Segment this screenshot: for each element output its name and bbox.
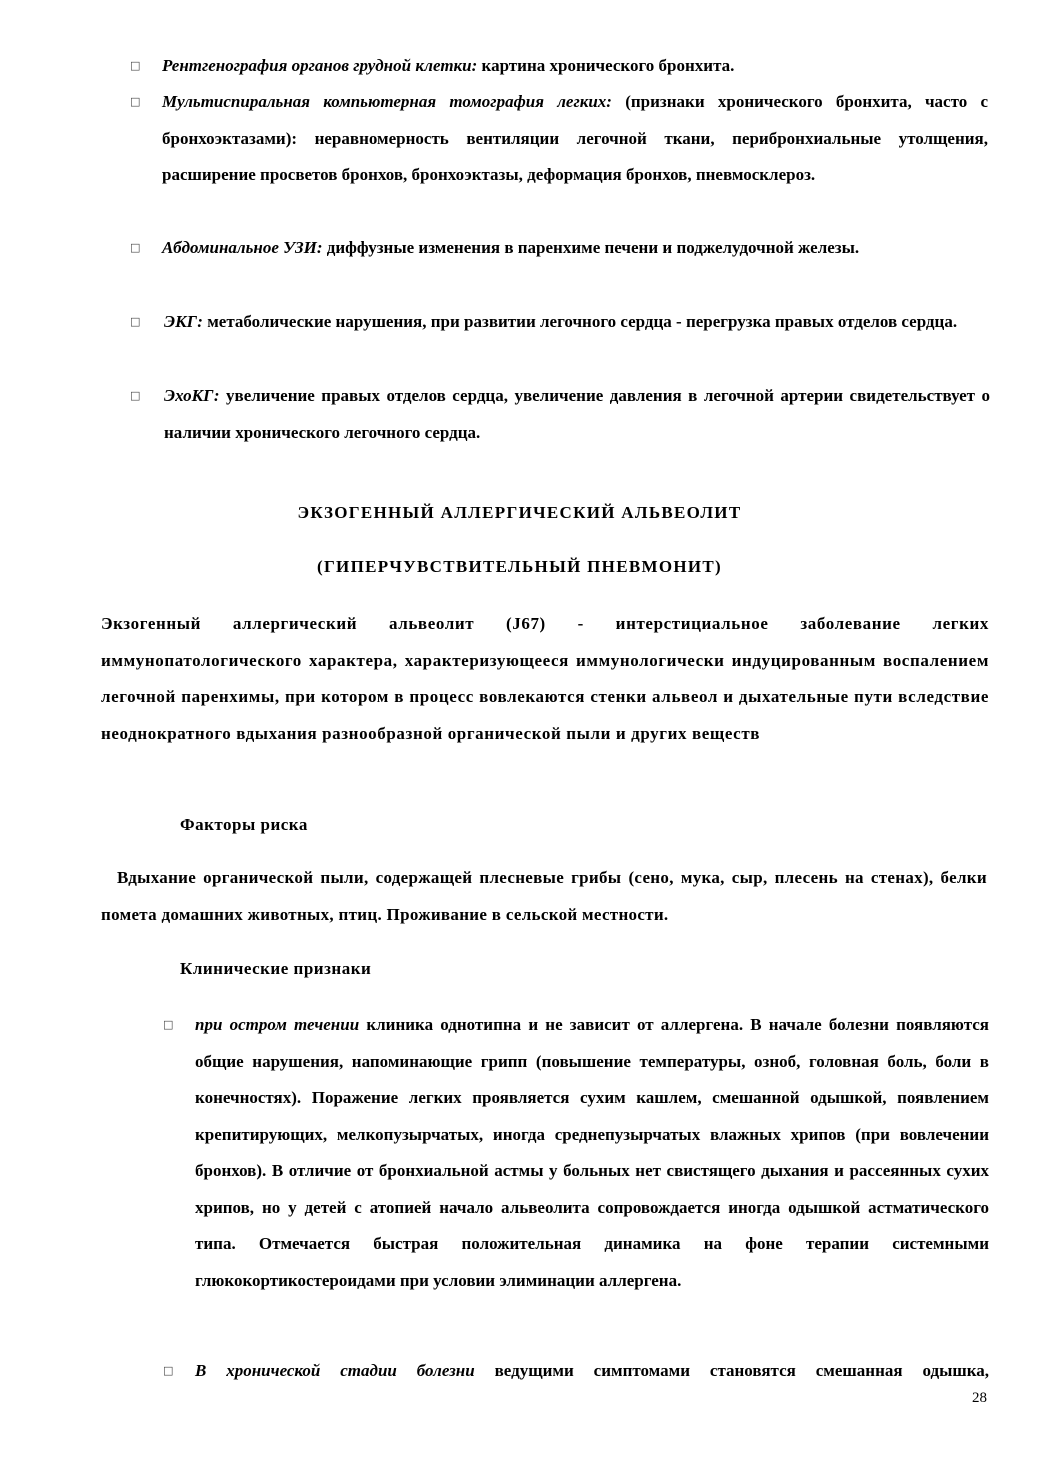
page-number: 28 bbox=[972, 1390, 987, 1406]
list-item-text: диффузные изменения в паренхиме печени и поджелудочной железы. bbox=[322, 238, 860, 257]
list-item-lead: Рентгенография органов грудной клетки: bbox=[162, 56, 478, 75]
clinical-signs-heading: Клинические признаки bbox=[180, 959, 372, 978]
bullet-marker: □ bbox=[130, 315, 141, 328]
list-item-lead: В хронической стадии болезни bbox=[195, 1361, 475, 1380]
bullet-marker: □ bbox=[130, 389, 141, 402]
list-item bbox=[164, 378, 990, 451]
list-item-lead: при остром течении bbox=[195, 1015, 360, 1034]
definition-paragraph: Экзогенный аллергический альвеолит (J67) - интерстициальное заболевание легких иммунопатологического характера, характеризующееся иммунологически индуцированным воспалением легочной паренхимы, при котором в процесс вовлекаются стенки альвеол и дыхательные пути вследствие неоднократного вдыхания разнообразной органической пыли и других веществ bbox=[101, 614, 989, 743]
risk-factors-paragraph: Вдыхание органической пыли, содержащей плесневые грибы (сено, мука, сыр, плесень на стенах), белки помета домашних животных, птиц. Проживание в сельской местности. bbox=[101, 868, 987, 924]
bullet-marker: □ bbox=[130, 95, 141, 108]
list-item bbox=[162, 84, 988, 194]
list-item-text: увеличение правых отделов сердца, увеличение давления в легочной артерии свидетельствует о наличии хронического легочного сердца. bbox=[164, 386, 990, 442]
section-subtitle: (ГИПЕРЧУВСТВИТЕЛЬНЫЙ ПНЕВМОНИТ) bbox=[316, 557, 722, 576]
bullet-marker: □ bbox=[130, 241, 141, 254]
list-item bbox=[195, 1007, 989, 1299]
list-item bbox=[164, 304, 990, 341]
list-item-lead: Абдоминальное УЗИ: bbox=[162, 238, 323, 257]
list-item bbox=[162, 48, 988, 85]
list-item bbox=[195, 1353, 989, 1390]
list-item-lead: ЭКГ: bbox=[164, 312, 203, 331]
list-item-text: ведущими симптомами становятся смешанная одышка, bbox=[474, 1361, 989, 1380]
list-item-lead: ЭхоКГ: bbox=[164, 386, 220, 405]
bullet-marker: □ bbox=[130, 59, 141, 72]
list-item-text: метаболические нарушения, при развитии легочного сердца - перегрузка правых отделов сердца. bbox=[202, 312, 958, 331]
list-item-text: (признаки хронического бронхита, часто с бронхоэктазами): неравномерность вентиляции легочной ткани, перибронхиальные утолщения, расширение просветов бронхов, бронхоэктазы, деформация бронхов, пневмосклероз. bbox=[162, 92, 988, 184]
bullet-marker: □ bbox=[163, 1364, 174, 1377]
list-item bbox=[162, 230, 988, 267]
list-item-text: клиника однотипна и не зависит от аллергена. В начале болезни появляются общие нарушения, напоминающие грипп (повышение температуры, озноб, головная боль, боли в конечностях). Поражение легких проявляется сухим кашлем, смешанной одышкой, появлением крепитирующих, мелкопузырчатых, иногда среднепузырчатых влажных хрипов (при вовлечении бронхов). В отличие от бронхиальной астмы у больных нет свистящего дыхания и рассеянных сухих хрипов, но у детей с атопией начало альвеолита сопровождается иногда одышкой астматического типа. Отмечается быстрая положительная динамика на фоне терапии системными глюкокортикостероидами при условии элиминации аллергена. bbox=[195, 1015, 990, 1290]
section-title: ЭКЗОГЕННЫЙ АЛЛЕРГИЧЕСКИЙ АЛЬВЕОЛИТ bbox=[297, 503, 742, 522]
risk-factors-heading: Факторы риска bbox=[180, 815, 308, 834]
list-item-lead: Мультиспиральная компьютерная томография легких: bbox=[162, 92, 612, 111]
list-item-text: картина хронического бронхита. bbox=[477, 56, 735, 75]
bullet-marker: □ bbox=[163, 1018, 174, 1031]
